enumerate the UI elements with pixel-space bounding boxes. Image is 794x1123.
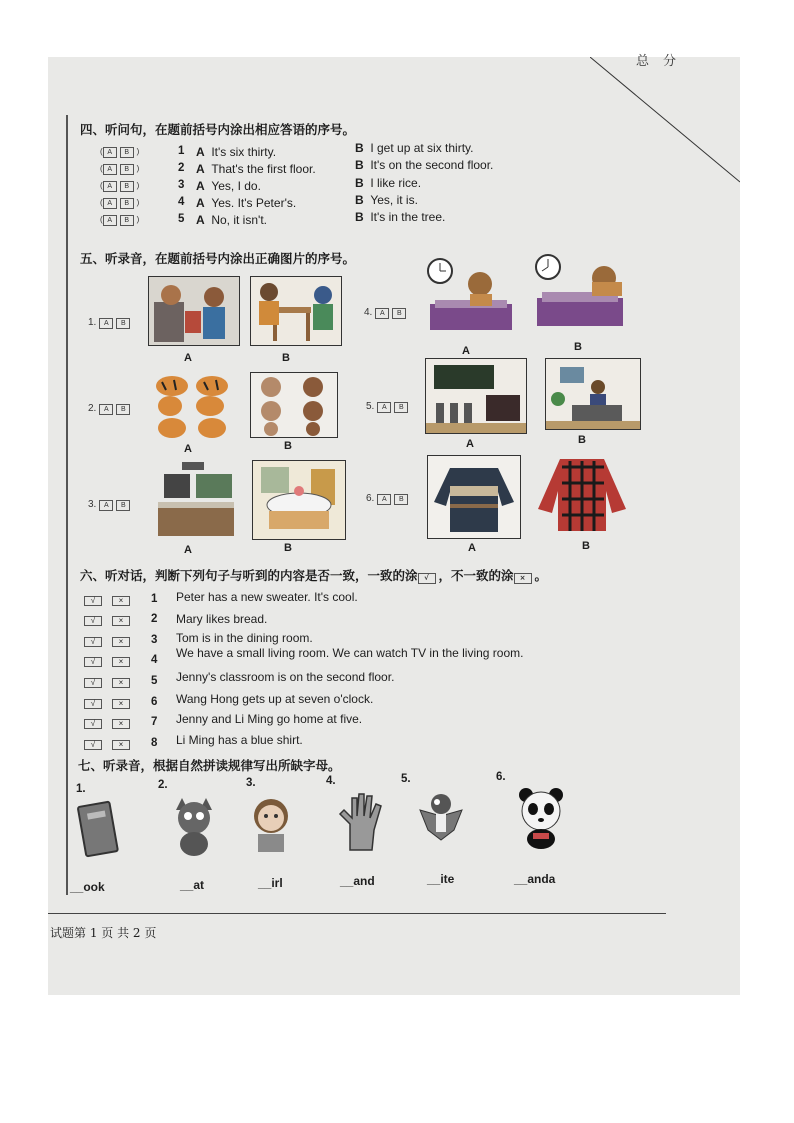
tigers-picture[interactable] xyxy=(152,372,232,440)
judge-boxes[interactable]: √ × xyxy=(84,677,140,688)
answer-boxes[interactable]: 2. A B xyxy=(88,404,133,415)
section6-title: 六、听对话，判断下列句子与听到的内容是否一致，一致的涂 √ ，不一致的涂 × 。 xyxy=(80,568,548,583)
statement-text: Li Ming has a blue shirt. xyxy=(176,733,303,747)
answer-boxes[interactable]: ( A B ) xyxy=(100,164,140,173)
judge-boxes[interactable]: √ × xyxy=(84,739,140,750)
monkey-sleeping-clock-picture[interactable] xyxy=(532,252,630,336)
blank-answer[interactable]: __ite xyxy=(427,872,455,886)
boys-at-desk-picture[interactable] xyxy=(250,276,342,346)
monkey-bed-clock-picture[interactable] xyxy=(425,256,517,340)
statement-text: We have a small living room. We can watch TV in the living room. xyxy=(176,646,524,660)
judge-boxes[interactable]: √ × xyxy=(84,656,140,667)
answer-boxes[interactable]: 6. A B xyxy=(366,494,411,505)
boys-dressing-picture[interactable] xyxy=(148,276,240,346)
answer-boxes[interactable]: ( A B ) xyxy=(100,215,140,224)
dining-room-picture[interactable] xyxy=(252,460,346,540)
margin-line xyxy=(66,115,68,895)
kitchen-picture[interactable] xyxy=(152,460,240,540)
option-b: B It's on the second floor. xyxy=(355,158,494,172)
statement-number: 1 xyxy=(151,593,158,605)
judge-boxes[interactable]: √ × xyxy=(84,718,140,729)
answer-boxes[interactable]: 4. A B xyxy=(364,308,409,319)
question-number: 5 xyxy=(178,213,185,225)
section5-title: 五、听录音，在题前括号内涂出正确图片的序号。 xyxy=(80,251,356,266)
page-fold-line xyxy=(590,57,740,187)
picture-label-a: A xyxy=(184,352,192,364)
blank-answer[interactable]: __at xyxy=(180,878,205,892)
picture-label-b: B xyxy=(282,352,290,364)
picture-label-a: A xyxy=(184,544,192,556)
statement-text: Jenny's classroom is on the second floor. xyxy=(176,670,395,684)
picture-label-b: B xyxy=(284,542,292,554)
picture-label-b: B xyxy=(284,440,292,452)
statement-number: 7 xyxy=(151,716,158,728)
question-number: 2 xyxy=(178,162,185,174)
kite-bird-icon xyxy=(414,790,468,852)
plaid-shirt-picture[interactable] xyxy=(532,455,632,535)
option-a: A No, it isn't. xyxy=(196,213,267,227)
picture-label-a: A xyxy=(466,438,474,450)
girl-icon xyxy=(246,794,296,854)
question-number: 1 xyxy=(178,145,185,157)
blank-answer[interactable]: __and xyxy=(340,874,375,888)
blank-answer[interactable]: __irl xyxy=(258,876,283,890)
answer-boxes[interactable]: ( A B ) xyxy=(100,181,140,190)
picture-label-a: A xyxy=(184,443,192,455)
answer-boxes[interactable]: 3. A B xyxy=(88,500,133,511)
page-footer: 试题第 1 页 共 2 页 xyxy=(50,926,157,940)
judge-boxes[interactable]: √ × xyxy=(84,595,140,606)
question-number: 3 xyxy=(178,179,185,191)
judge-boxes[interactable]: √ × xyxy=(84,636,140,647)
statement-number: 8 xyxy=(151,737,158,749)
option-b: B I like rice. xyxy=(355,176,422,190)
score-label: 总分 xyxy=(636,54,691,69)
blank-answer[interactable]: __ook xyxy=(70,880,105,894)
statement-number: 4 xyxy=(151,654,158,666)
blank-answer[interactable]: __anda xyxy=(514,872,556,886)
statement-number: 6 xyxy=(151,696,158,708)
item-number: 4. xyxy=(326,775,336,787)
answer-boxes[interactable]: 5. A B xyxy=(366,402,411,413)
bears-picture[interactable] xyxy=(250,372,338,438)
cat-icon xyxy=(168,796,220,858)
footer-divider xyxy=(48,913,666,914)
answer-boxes[interactable]: ( A B ) xyxy=(100,147,140,156)
statement-text: Wang Hong gets up at seven o'clock. xyxy=(176,692,374,706)
option-a: A It's six thirty. xyxy=(196,145,277,159)
question-number: 4 xyxy=(178,196,185,208)
answer-boxes[interactable]: 1. A B xyxy=(88,318,133,329)
option-a: A That's the first floor. xyxy=(196,162,316,176)
statement-number: 5 xyxy=(151,675,158,687)
picture-label-a: A xyxy=(462,345,470,357)
section7-title: 七、听录音，根据自然拼读规律写出所缺字母。 xyxy=(78,758,341,773)
hand-icon xyxy=(336,790,386,854)
book-icon xyxy=(76,800,120,860)
picture-label-b: B xyxy=(582,540,590,552)
music-room-picture[interactable] xyxy=(425,358,527,434)
section4-title: 四、听问句，在题前括号内涂出相应答语的序号。 xyxy=(80,122,356,137)
option-b: B Yes, it is. xyxy=(355,193,418,207)
picture-label-b: B xyxy=(574,341,582,353)
answer-boxes[interactable]: ( A B ) xyxy=(100,198,140,207)
option-a: A Yes, I do. xyxy=(196,179,261,193)
office-picture[interactable] xyxy=(545,358,641,430)
statement-text: Tom is in the dining room. xyxy=(176,631,313,645)
item-number: 5. xyxy=(401,773,411,785)
judge-boxes[interactable]: √ × xyxy=(84,615,140,626)
item-number: 2. xyxy=(158,779,168,791)
statement-text: Jenny and Li Ming go home at five. xyxy=(176,712,363,726)
statement-number: 2 xyxy=(151,613,158,625)
picture-label-b: B xyxy=(578,434,586,446)
item-number: 6. xyxy=(496,771,506,783)
statement-text: Mary likes bread. xyxy=(176,612,268,626)
option-b: B It's in the tree. xyxy=(355,210,446,224)
picture-label-a: A xyxy=(468,542,476,554)
statement-number: 3 xyxy=(151,634,158,646)
option-b: B I get up at six thirty. xyxy=(355,141,474,155)
option-a: A Yes. It's Peter's. xyxy=(196,196,297,210)
judge-boxes[interactable]: √ × xyxy=(84,698,140,709)
panda-icon xyxy=(514,787,568,851)
item-number: 3. xyxy=(246,777,256,789)
statement-text: Peter has a new sweater. It's cool. xyxy=(176,590,358,604)
sweater-picture[interactable] xyxy=(427,455,521,539)
item-number: 1. xyxy=(76,783,86,795)
